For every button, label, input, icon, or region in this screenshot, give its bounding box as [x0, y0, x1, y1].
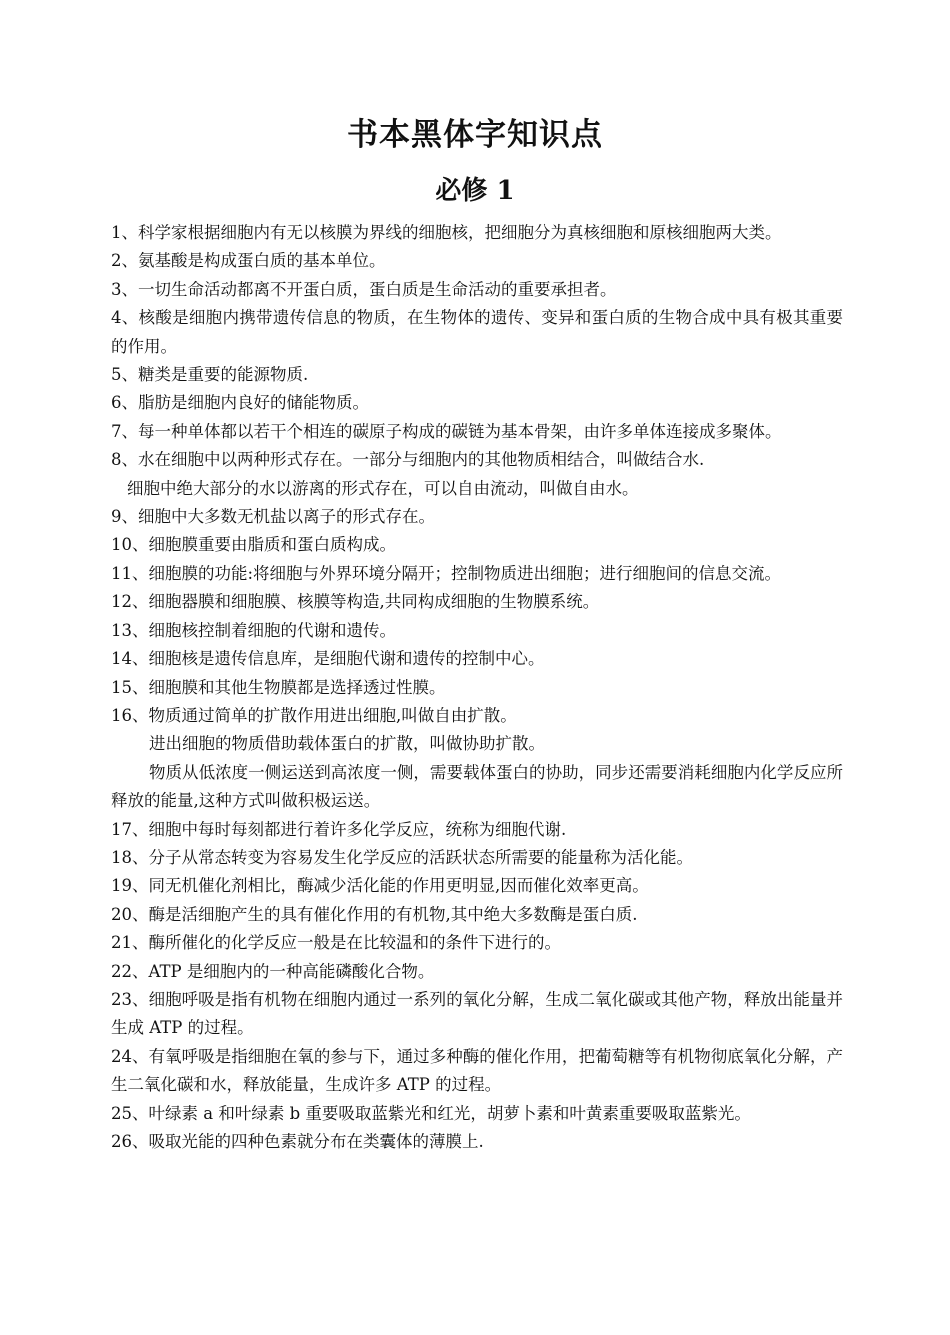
paragraph: 进出细胞的物质借助载体蛋白的扩散，叫做协助扩散。 [149, 734, 545, 754]
paragraph: 22、ATP 是细胞内的一种高能磷酸化合物。 [111, 961, 435, 981]
paragraph: 14、细胞核是遗传信息库，是细胞代谢和遗传的控制中心。 [111, 649, 545, 669]
paragraph: 13、细胞核控制着细胞的代谢和遗传。 [111, 620, 396, 640]
paragraph: 21、酶所催化的化学反应一般是在比较温和的条件下进行的。 [111, 933, 561, 953]
paragraph: 23、细胞呼吸是指有机物在细胞内通过一系列的氧化分解，生成二氧化碳或其他产物，释放出能量并生成 ATP 的过程。 [111, 989, 843, 1038]
paragraph: 18、分子从常态转变为容易发生化学反应的活跃状态所需要的能量称为活化能。 [111, 847, 693, 867]
paragraph: 细胞中绝大部分的水以游离的形式存在，可以自由流动，叫做自由水。 [127, 478, 639, 498]
paragraph: 物质从低浓度一侧运送到高浓度一侧，需要载体蛋白的协助，同步还需要消耗细胞内化学反应所释放的能量,这种方式叫做积极运送。 [111, 762, 843, 811]
paragraph: 19、同无机催化剂相比，酶减少活化能的作用更明显,因而催化效率更高。 [111, 876, 649, 896]
page-title: 书本黑体字知识点 [347, 117, 603, 153]
paragraph: 4、核酸是细胞内携带遗传信息的物质，在生物体的遗传、变异和蛋白质的生物合成中具有极其重要的作用。 [111, 308, 843, 356]
paragraph: 5、糖类是重要的能源物质. [111, 365, 309, 385]
paragraph: 6、脂肪是细胞内良好的储能物质。 [111, 393, 369, 413]
paragraph: 17、细胞中每时每刻都进行着许多化学反应，统称为细胞代谢. [111, 819, 567, 839]
paragraph: 15、细胞膜和其他生物膜都是选择透过性膜。 [111, 677, 446, 697]
page-subtitle: 必修 1 [435, 176, 515, 206]
paragraph: 25、叶绿素 a 和叶绿素 b 重要吸取蓝紫光和红光，胡萝卜素和叶黄素重要吸取蓝紫光。 [111, 1103, 751, 1123]
paragraph: 3、一切生命活动都离不开蛋白质，蛋白质是生命活动的重要承担者。 [111, 279, 617, 299]
paragraph: 8、水在细胞中以两种形式存在。一部分与细胞内的其他物质相结合，叫做结合水. [111, 450, 705, 470]
paragraph: 26、吸取光能的四种色素就分布在类囊体的薄膜上. [111, 1132, 484, 1151]
paragraph: 9、细胞中大多数无机盐以离子的形式存在。 [111, 507, 435, 527]
paragraph: 1、科学家根据细胞内有无以核膜为界线的细胞核，把细胞分为真核细胞和原核细胞两大类。 [111, 223, 782, 242]
paragraph: 11、细胞膜的功能:将细胞与外界环境分隔开；控制物质进出细胞；进行细胞间的信息交流。 [111, 563, 782, 583]
paragraph: 16、物质通过简单的扩散作用进出细胞,叫做自由扩散。 [111, 705, 517, 725]
paragraph: 7、每一种单体都以若干个相连的碳原子构成的碳链为基本骨架，由许多单体连接成多聚体。 [111, 421, 782, 441]
document-body [111, 219, 843, 1156]
paragraph: 20、酶是活细胞产生的具有催化作用的有机物,其中绝大多数酶是蛋白质. [111, 904, 638, 924]
paragraph: 2、氨基酸是构成蛋白质的基本单位。 [111, 251, 386, 271]
paragraph: 12、细胞器膜和细胞膜、核膜等构造,共同构成细胞的生物膜系统。 [111, 592, 600, 612]
paragraph: 10、细胞膜重要由脂质和蛋白质构成。 [111, 535, 396, 555]
paragraph: 24、有氧呼吸是指细胞在氧的参与下，通过多种酶的催化作用，把葡萄糖等有机物彻底氧化分解，产生二氧化碳和水，释放能量，生成许多 ATP 的过程。 [111, 1046, 843, 1095]
